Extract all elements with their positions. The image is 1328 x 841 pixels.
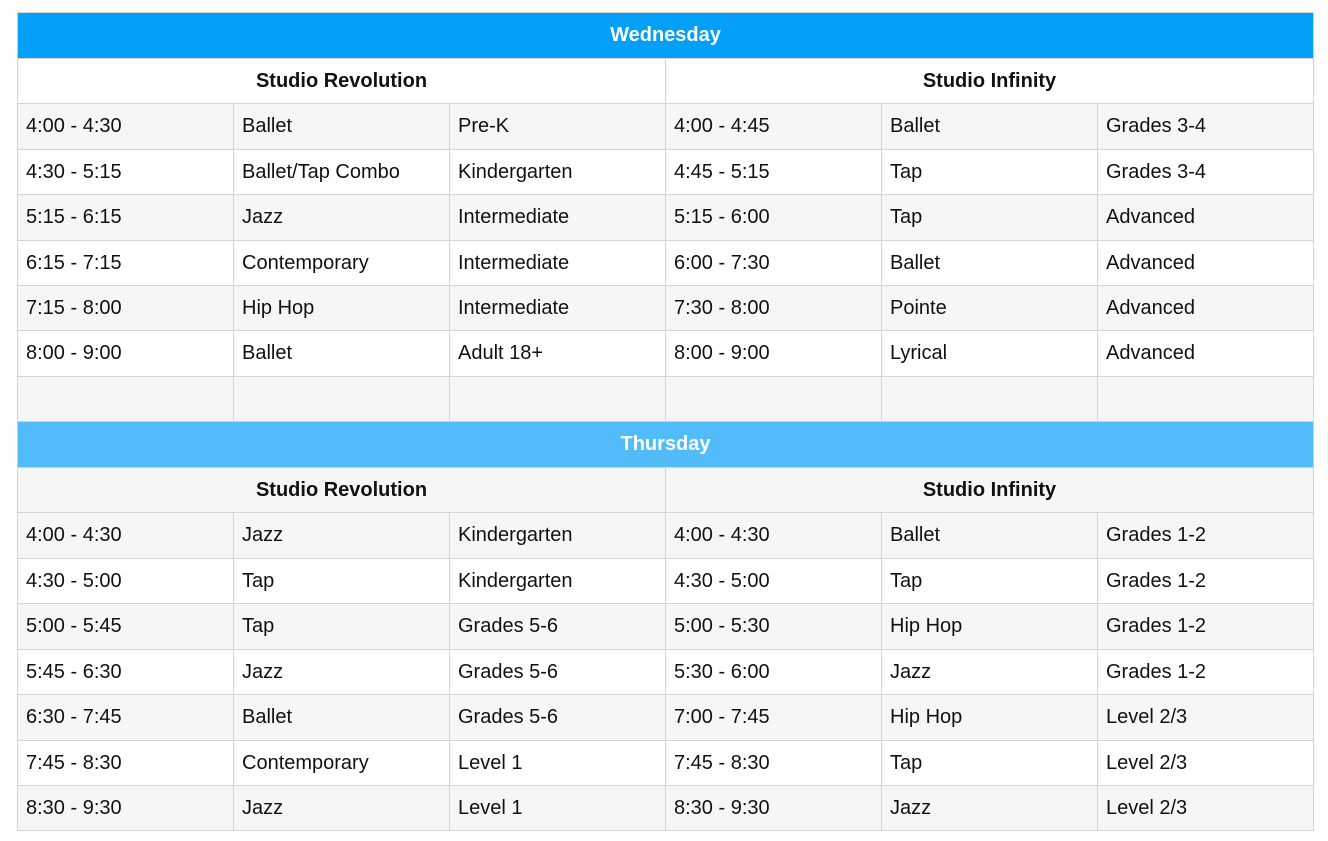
table-cell: 7:00 - 7:45	[666, 695, 882, 741]
table-cell: Advanced	[1098, 241, 1314, 286]
table-cell: Kindergarten	[450, 559, 666, 604]
table-cell: Advanced	[1098, 331, 1314, 377]
table-cell: 4:30 - 5:00	[18, 559, 234, 604]
table-cell: 6:15 - 7:15	[18, 241, 234, 286]
table-cell: Grades 3-4	[1098, 150, 1314, 195]
table-cell: Kindergarten	[450, 150, 666, 195]
table-cell: Ballet	[882, 513, 1098, 559]
table-cell: Adult 18+	[450, 331, 666, 377]
table-cell: 4:00 - 4:30	[18, 513, 234, 559]
table-cell: 8:30 - 9:30	[666, 786, 882, 831]
table-cell: Jazz	[234, 513, 450, 559]
table-cell: Jazz	[234, 650, 450, 695]
table-cell: 5:30 - 6:00	[666, 650, 882, 695]
table-cell: Level 1	[450, 741, 666, 786]
table-cell: Tap	[882, 195, 1098, 241]
table-cell: 5:00 - 5:45	[18, 604, 234, 650]
studio-header: Studio Infinity	[666, 468, 1314, 513]
table-cell: Grades 5-6	[450, 650, 666, 695]
table-cell: Advanced	[1098, 286, 1314, 331]
schedule-table	[17, 12, 1314, 831]
table-cell: Tap	[234, 559, 450, 604]
table-cell: 5:15 - 6:15	[18, 195, 234, 241]
table-cell: Pre-K	[450, 104, 666, 150]
table-cell: Hip Hop	[234, 286, 450, 331]
table-cell	[882, 377, 1098, 422]
day-header-row	[18, 422, 1314, 468]
table-cell: 5:15 - 6:00	[666, 195, 882, 241]
table-cell: Ballet	[882, 104, 1098, 150]
table-cell: 7:45 - 8:30	[18, 741, 234, 786]
studio-header: Studio Revolution	[18, 59, 666, 104]
table-cell: Grades 3-4	[1098, 104, 1314, 150]
table-row	[18, 150, 1314, 195]
table-cell: Ballet	[234, 104, 450, 150]
table-cell: 6:00 - 7:30	[666, 241, 882, 286]
table-cell: Lyrical	[882, 331, 1098, 377]
table-row	[18, 695, 1314, 741]
table-cell: Level 1	[450, 786, 666, 831]
table-row	[18, 286, 1314, 331]
table-cell: Tap	[882, 150, 1098, 195]
table-cell: 8:00 - 9:00	[666, 331, 882, 377]
table-cell: Level 2/3	[1098, 786, 1314, 831]
table-cell: 7:30 - 8:00	[666, 286, 882, 331]
table-cell: Level 2/3	[1098, 695, 1314, 741]
table-cell: 4:30 - 5:00	[666, 559, 882, 604]
day-header: Wednesday	[18, 13, 1314, 59]
table-cell: 7:45 - 8:30	[666, 741, 882, 786]
table-cell: Intermediate	[450, 286, 666, 331]
table-row	[18, 650, 1314, 695]
table-cell: Pointe	[882, 286, 1098, 331]
table-cell: Kindergarten	[450, 513, 666, 559]
table-cell: Ballet/Tap Combo	[234, 150, 450, 195]
table-cell: Tap	[234, 604, 450, 650]
table-cell: Jazz	[882, 786, 1098, 831]
table-cell: Hip Hop	[882, 695, 1098, 741]
table-cell: Tap	[882, 741, 1098, 786]
table-cell: 8:30 - 9:30	[18, 786, 234, 831]
table-cell: Jazz	[234, 786, 450, 831]
table-row	[18, 377, 1314, 422]
table-cell: Jazz	[234, 195, 450, 241]
table-row	[18, 741, 1314, 786]
table-cell: Grades 1-2	[1098, 513, 1314, 559]
table-cell	[666, 377, 882, 422]
table-cell: Grades 5-6	[450, 604, 666, 650]
table-cell: Contemporary	[234, 741, 450, 786]
table-cell: Level 2/3	[1098, 741, 1314, 786]
table-row	[18, 104, 1314, 150]
table-cell: Tap	[882, 559, 1098, 604]
table-cell: 5:45 - 6:30	[18, 650, 234, 695]
table-cell: Ballet	[882, 241, 1098, 286]
table-cell: Jazz	[882, 650, 1098, 695]
table-cell: 8:00 - 9:00	[18, 331, 234, 377]
table-cell: 4:00 - 4:30	[666, 513, 882, 559]
table-row	[18, 241, 1314, 286]
studio-header-row	[18, 468, 1314, 513]
table-row	[18, 559, 1314, 604]
table-cell: Intermediate	[450, 195, 666, 241]
day-header: Thursday	[18, 422, 1314, 468]
table-cell: 4:00 - 4:45	[666, 104, 882, 150]
table-row	[18, 786, 1314, 831]
table-cell: Grades 1-2	[1098, 604, 1314, 650]
table-cell: Ballet	[234, 331, 450, 377]
table-cell: Advanced	[1098, 195, 1314, 241]
table-cell: Hip Hop	[882, 604, 1098, 650]
table-row	[18, 513, 1314, 559]
table-cell: 4:30 - 5:15	[18, 150, 234, 195]
table-cell: Grades 1-2	[1098, 559, 1314, 604]
day-header-row	[18, 13, 1314, 59]
table-cell	[1098, 377, 1314, 422]
table-cell: Grades 5-6	[450, 695, 666, 741]
table-cell: 6:30 - 7:45	[18, 695, 234, 741]
table-cell: Contemporary	[234, 241, 450, 286]
table-cell: 4:45 - 5:15	[666, 150, 882, 195]
table-cell	[18, 377, 234, 422]
table-cell: Ballet	[234, 695, 450, 741]
table-cell	[450, 377, 666, 422]
table-cell: Intermediate	[450, 241, 666, 286]
table-cell	[234, 377, 450, 422]
table-row	[18, 195, 1314, 241]
studio-header-row	[18, 59, 1314, 104]
table-row	[18, 331, 1314, 377]
table-cell: Grades 1-2	[1098, 650, 1314, 695]
studio-header: Studio Infinity	[666, 59, 1314, 104]
table-cell: 7:15 - 8:00	[18, 286, 234, 331]
studio-header: Studio Revolution	[18, 468, 666, 513]
table-cell: 4:00 - 4:30	[18, 104, 234, 150]
table-cell: 5:00 - 5:30	[666, 604, 882, 650]
table-row	[18, 604, 1314, 650]
